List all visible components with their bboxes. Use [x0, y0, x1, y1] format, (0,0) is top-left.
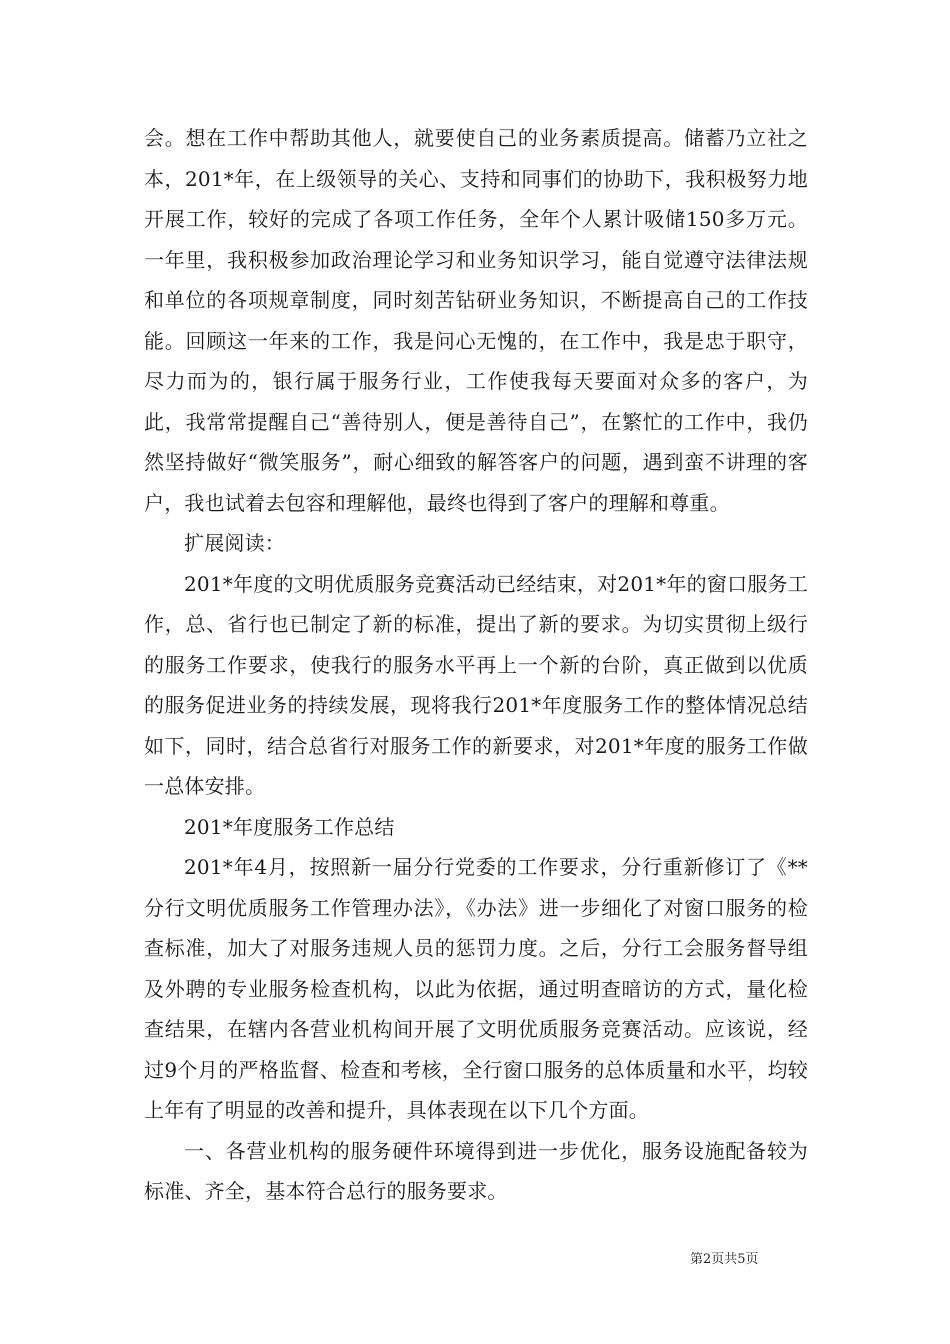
page-number-footer: 第2页共5页 [690, 1252, 759, 1267]
section-heading: 201*年度服务工作总结 [184, 814, 395, 839]
body-paragraph: 一、各营业机构的服务硬件环境得到进一步优化，服务设施配备较为标准、齐全，基本符合总行的服务要求。 [144, 1138, 808, 1203]
extended-reading-label: 扩展阅读： [184, 531, 285, 555]
document-body [144, 118, 808, 1212]
body-paragraph: 会。想在工作中帮助其他人，就要使自己的业务素质提高。储蓄乃立社之本，201*年，在上级领导的关心、支持和同事们的协助下，我积极努力地开展工作，较好的完成了各项工作任务，全年个人累计吸储150多万元。一年里，我积极参加政治理论学习和业务知识学习，能自觉遵守法律法规和单位的各项规章制度，同时刻苦钻研业务知识，不断提高自己的工作技能。回顾这一年来的工作，我是问心无愧的，在工作中，我是忠于职守，尽力而为的，银行属于服务行业，工作使我每天要面对众多的客户，为此，我常常提醒自己“善待别人，便是善待自己”，在繁忙的工作中，我仍然坚持做好“微笑服务”，耐心细致的解答客户的问题，遇到蛮不讲理的客户，我也试着去包容和理解他，最终也得到了客户的理解和尊重。 [144, 126, 808, 515]
body-paragraph: 201*年度的文明优质服务竞赛活动已经结束，对201*年的窗口服务工作，总、省行也已制定了新的标准，提出了新的要求。为切实贯彻上级行的服务工作要求，使我行的服务水平再上一个新的台阶，真正做到以优质的服务促进业务的持续发展，现将我行201*年度服务工作的整体情况总结如下，同时，结合总省行对服务工作的新要求，对201*年度的服务工作做一总体安排。 [144, 571, 808, 798]
body-paragraph: 201*年4月，按照新一届分行党委的工作要求，分行重新修订了《**分行文明优质服务工作管理办法》，《办法》进一步细化了对窗口服务的检查标准，加大了对服务违规人员的惩罚力度。之后，分行工会服务督导组及外聘的专业服务检查机构，以此为依据，通过明查暗访的方式，量化检查结果，在辖内各营业机构间开展了文明优质服务竞赛活动。应该说，经过9个月的严格监督、检查和考核，全行窗口服务的总体质量和水平，均较上年有了明显的改善和提升，具体表现在以下几个方面。 [144, 855, 808, 1122]
